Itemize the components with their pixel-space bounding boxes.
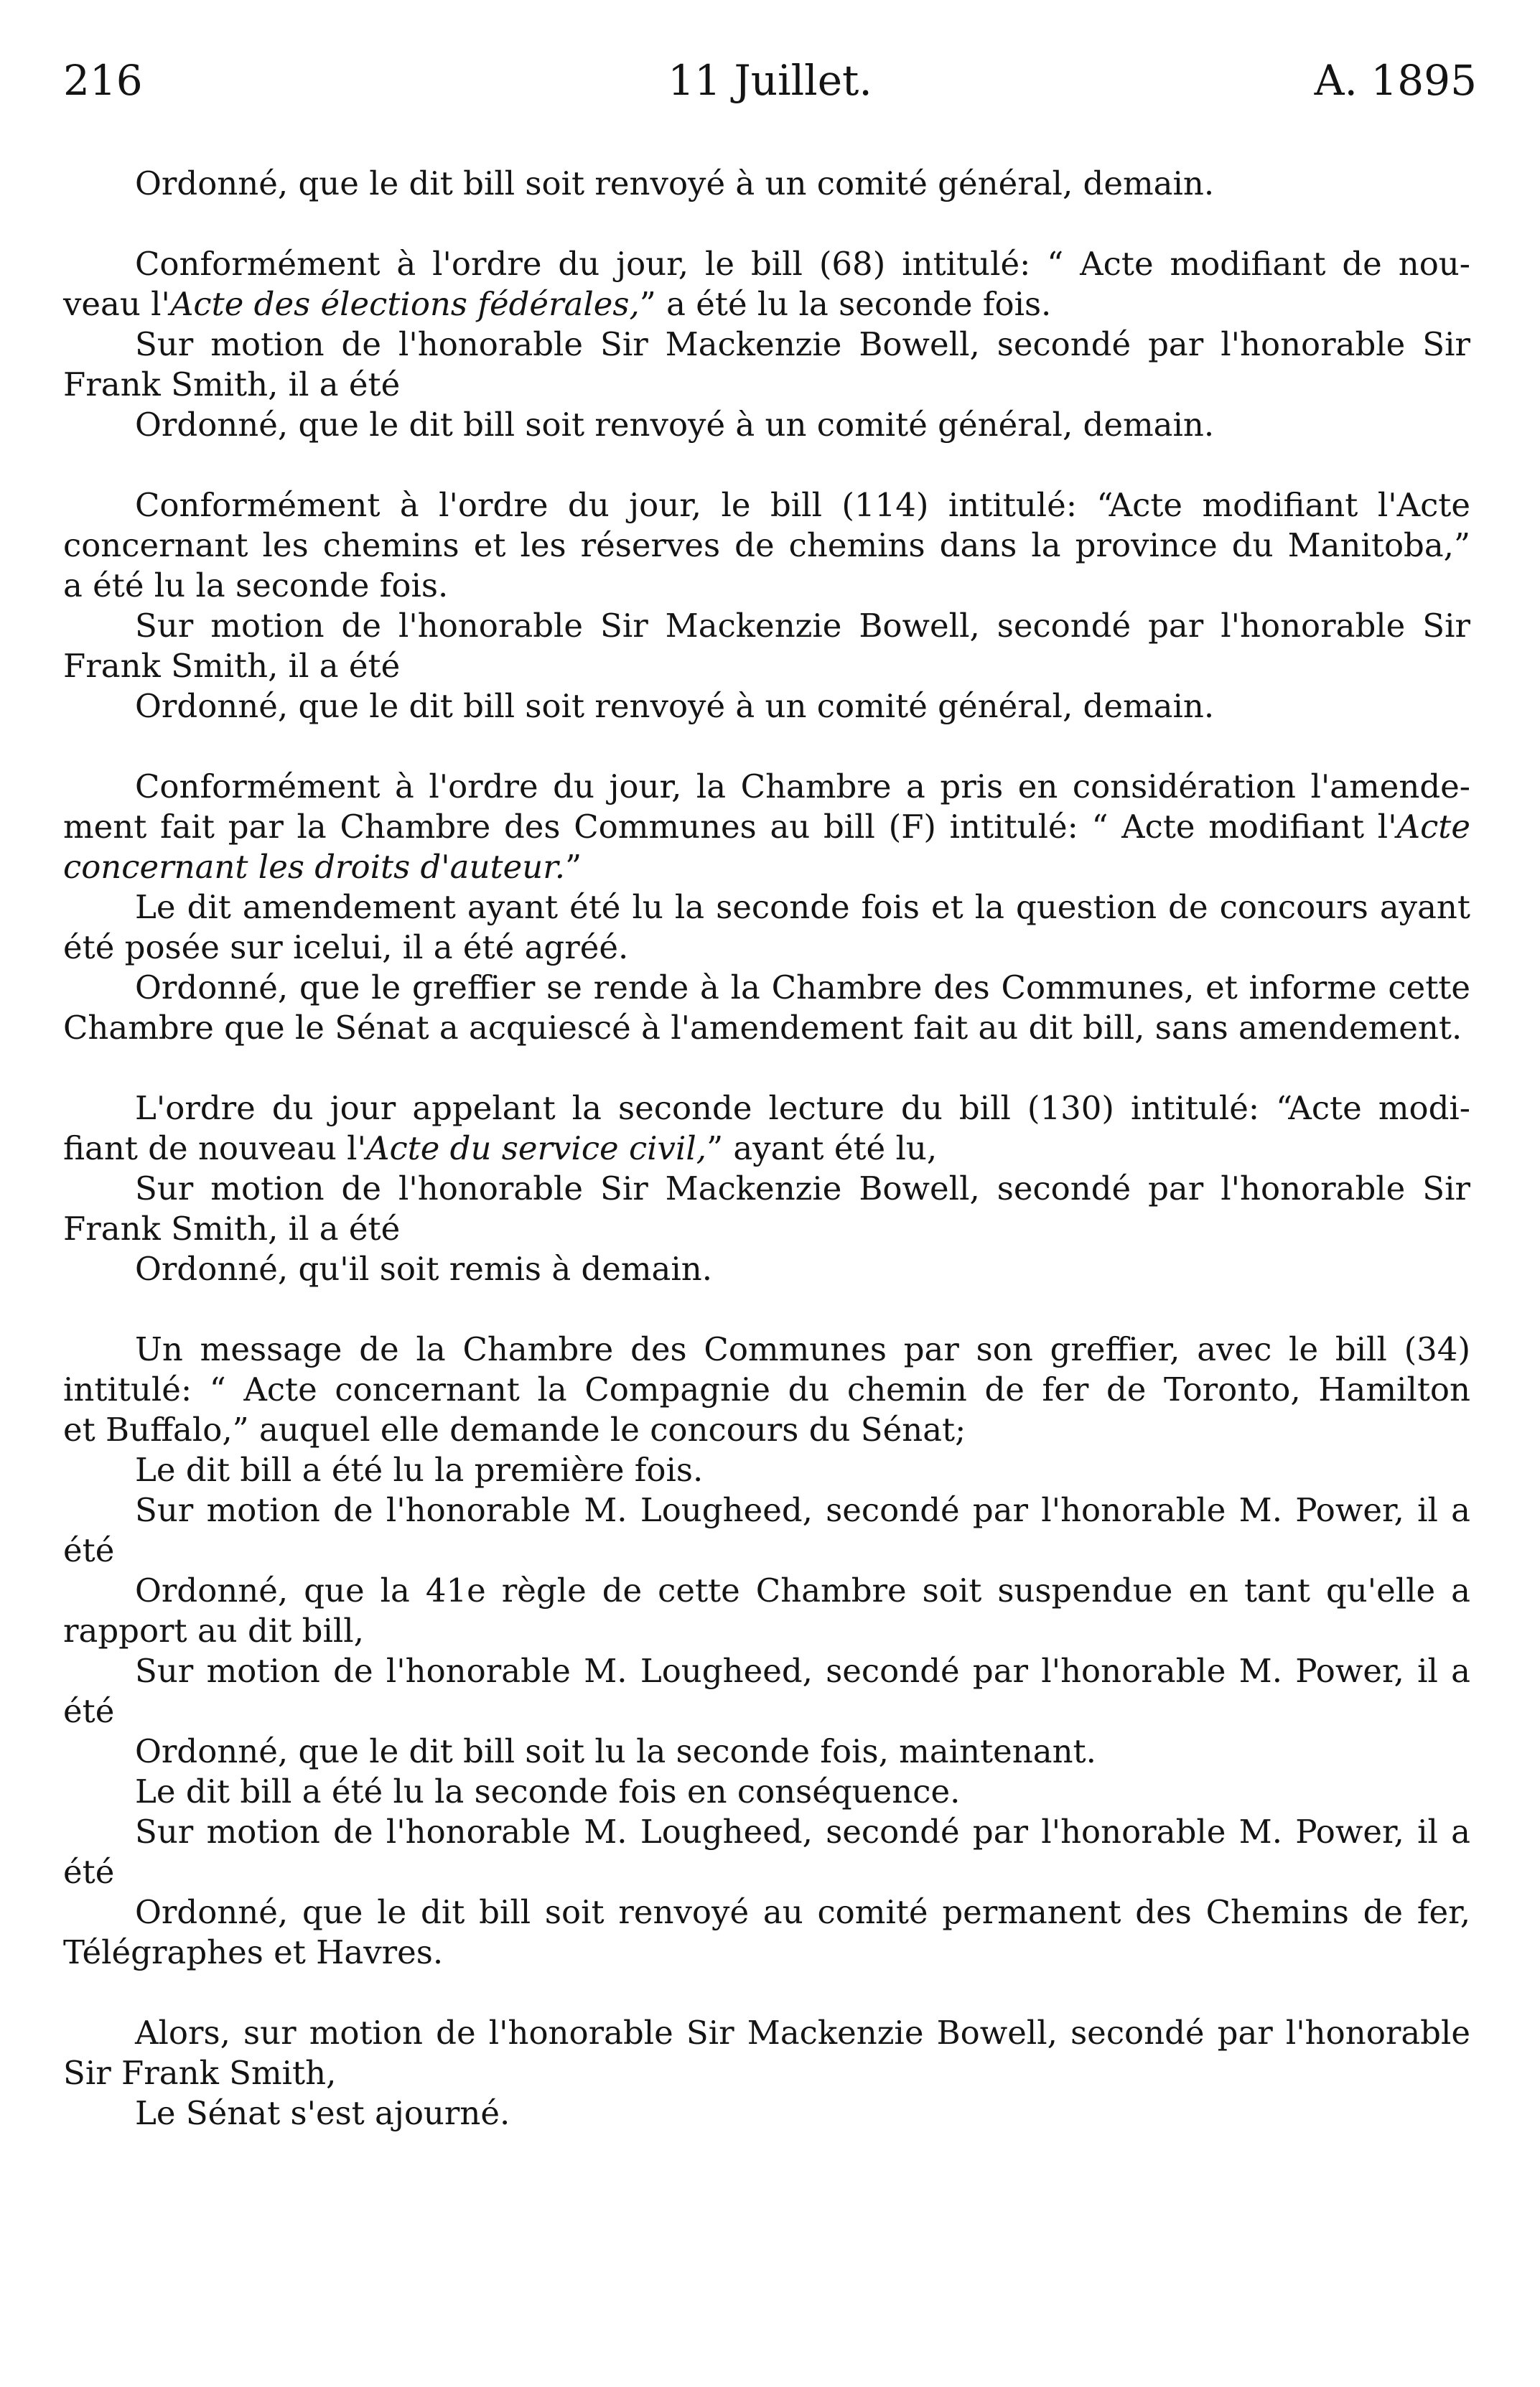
text-line: Sur motion de l'honorable Sir Mackenzie Bowell, secondé par l'honorable Sir [135, 607, 1470, 645]
paragraph [63, 164, 1470, 204]
text-line: Un message de la Chambre des Communes par son greffier, avec le bill (34) [135, 1330, 1470, 1368]
text-line: été [63, 1531, 115, 1569]
text-line: Ordonné, que le dit bill soit renvoyé à un comité général, demain. [135, 164, 1215, 202]
paragraph [63, 2013, 1470, 2134]
text-line: Ordonné, que le dit bill soit lu la seconde fois, maintenant. [135, 1732, 1096, 1770]
paragraph-gap [63, 204, 1470, 244]
text-run: ” a été lu la seconde fois. [639, 285, 1052, 323]
paragraph [63, 244, 1470, 445]
text-line: Frank Smith, il a été [63, 365, 401, 403]
text-line: Sur motion de l'honorable M. Lougheed, secondé par l'honorable M. Power, il a [135, 1813, 1470, 1851]
text-line: rapport au dit bill, [63, 1612, 364, 1650]
text-line: Ordonné, que le dit bill soit renvoyé à un comité général, demain. [135, 687, 1215, 725]
text-run: ment fait par la Chambre des Communes au bill (F) intitulé: “ Acte modifiant l' [63, 808, 1397, 846]
text-run: ” [565, 848, 582, 886]
text-line: Télégraphes et Havres. [63, 1933, 444, 1971]
header-year: A. 1895 [1314, 56, 1477, 105]
text-line: concernant les chemins et les réserves de chemins dans la province du Manitoba,” [63, 526, 1470, 564]
text-line: Conformément à l'ordre du jour, le bill (114) intitulé: “Acte modifiant l'Acte [135, 486, 1470, 524]
text-line: Conformément à l'ordre du jour, le bill (68) intitulé: “ Acte modifiant de nou- [135, 245, 1470, 283]
text-line: Sur motion de l'honorable M. Lougheed, secondé par l'honorable M. Power, il a [135, 1491, 1470, 1529]
text-line: Sur motion de l'honorable Sir Mackenzie Bowell, secondé par l'honorable Sir [135, 325, 1470, 363]
text-line: et Buffalo,” auquel elle demande le concours du Sénat; [63, 1411, 966, 1449]
paragraph-gap [63, 445, 1470, 485]
text-line [63, 807, 1470, 847]
text-run: fiant de nouveau l' [63, 1129, 366, 1167]
text-line: Ordonné, que le greffier se rende à la Chambre des Communes, et informe cette [135, 968, 1470, 1006]
paragraph [63, 1330, 1470, 1973]
paragraph [63, 767, 1470, 1048]
paragraph-gap [63, 727, 1470, 767]
text-line: Le dit bill a été lu la seconde fois en conséquence. [135, 1772, 961, 1811]
text-line: a été lu la seconde fois. [63, 566, 449, 604]
header-date: 11 Juillet. [668, 56, 872, 105]
text-line: Sir Frank Smith, [63, 2054, 337, 2092]
text-line: Ordonné, que la 41e règle de cette Chambre soit suspendue en tant qu'elle a [135, 1571, 1470, 1610]
page-number: 216 [63, 56, 143, 105]
text-line [63, 847, 1470, 887]
page-header [63, 52, 1477, 109]
text-line: été [63, 1853, 115, 1891]
italic-text: Acte [1396, 808, 1470, 846]
text-line: Conformément à l'ordre du jour, la Chambre a pris en considération l'amende- [135, 767, 1470, 805]
paragraph-gap [63, 1048, 1470, 1088]
text-line: Sur motion de l'honorable Sir Mackenzie Bowell, secondé par l'honorable Sir [135, 1169, 1470, 1207]
text-line [63, 1129, 1470, 1169]
text-line: Le dit bill a été lu la première fois. [135, 1451, 704, 1489]
text-line: L'ordre du jour appelant la seconde lecture du bill (130) intitulé: “Acte modi- [135, 1089, 1470, 1127]
paragraph [63, 485, 1470, 727]
italic-text: Acte du service civil, [365, 1129, 707, 1167]
text-line: Ordonné, que le dit bill soit renvoyé au comité permanent des Chemins de fer, [135, 1893, 1470, 1931]
text-line: Frank Smith, il a été [63, 1210, 401, 1248]
text-line: Alors, sur motion de l'honorable Sir Mackenzie Bowell, secondé par l'honorable [135, 2014, 1470, 2052]
paragraph-gap [63, 1289, 1470, 1330]
document-body [63, 164, 1470, 2134]
text-line: intitulé: “ Acte concernant la Compagnie du chemin de fer de Toronto, Hamilton [63, 1370, 1470, 1409]
text-line [63, 284, 1470, 324]
text-line: été [63, 1692, 115, 1730]
text-line: été posée sur icelui, il a été agréé. [63, 928, 629, 966]
text-run: ” ayant été lu, [706, 1129, 938, 1167]
italic-text: Acte des élections fédérales, [169, 285, 640, 323]
text-line: Frank Smith, il a été [63, 647, 401, 685]
paragraph [63, 1088, 1470, 1289]
text-line: Ordonné, qu'il soit remis à demain. [135, 1250, 713, 1288]
text-line: Sur motion de l'honorable M. Lougheed, secondé par l'honorable M. Power, il a [135, 1652, 1470, 1690]
text-line: Le Sénat s'est ajourné. [135, 2094, 510, 2132]
text-line: Chambre que le Sénat a acquiescé à l'amendement fait au dit bill, sans amendement. [63, 1009, 1462, 1047]
italic-text: concernant les droits d'auteur. [63, 848, 566, 886]
paragraph-gap [63, 1973, 1470, 2013]
text-line: Ordonné, que le dit bill soit renvoyé à un comité général, demain. [135, 406, 1215, 444]
text-line: Le dit amendement ayant été lu la seconde fois et la question de concours ayant [135, 888, 1470, 926]
text-run: veau l' [63, 285, 170, 323]
